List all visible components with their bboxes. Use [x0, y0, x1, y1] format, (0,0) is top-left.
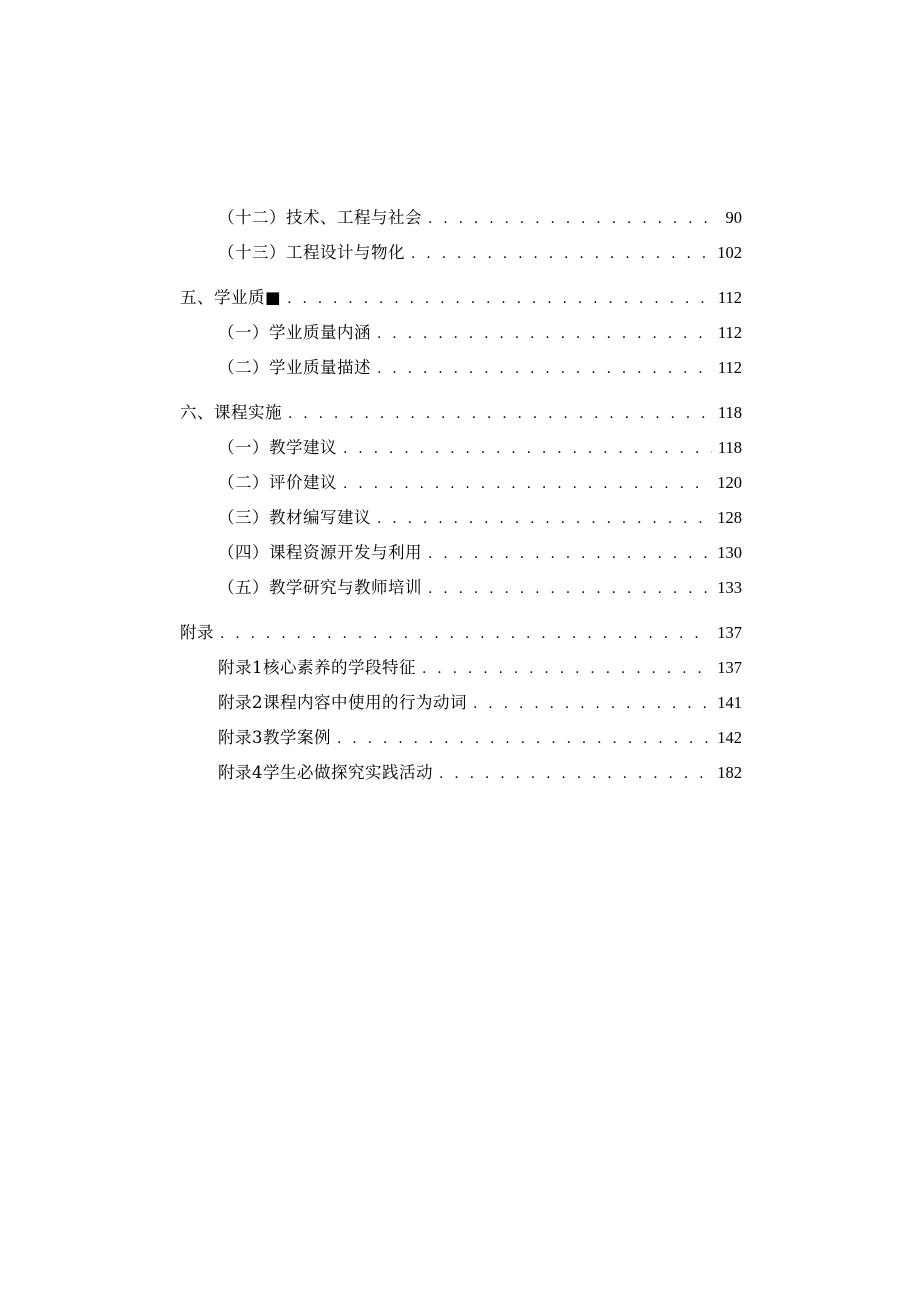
toc-dot-leader [411, 237, 711, 272]
toc-entry-title: （二）学业质量描述 [218, 358, 371, 377]
toc-entry-title: （一）学业质量内涵 [218, 323, 371, 342]
toc-entry[interactable] [180, 755, 742, 790]
toc-entry-title: 附录4学生必做探究实践活动 [218, 763, 433, 782]
toc-dot-leader [422, 652, 711, 687]
toc-entry[interactable] [180, 720, 742, 755]
toc-entry-title: 附录2课程内容中使用的行为动词 [218, 693, 467, 712]
toc-entry-title: 附录 [180, 623, 214, 642]
toc-dot-leader [377, 502, 711, 537]
toc-entry-title: 附录1核心素养的学段特征 [218, 658, 416, 677]
toc-entry-page: 112 [717, 288, 742, 307]
toc-dot-leader [337, 722, 711, 757]
toc-entry[interactable] [180, 315, 742, 350]
toc-dot-leader [343, 432, 712, 467]
toc-entry-page: 133 [717, 578, 742, 597]
toc-entry-page: 112 [717, 323, 742, 342]
toc-dot-leader [428, 572, 711, 607]
toc-entry[interactable] [180, 235, 742, 270]
toc-entry[interactable] [180, 570, 742, 605]
toc-entry-title: （四）课程资源开发与利用 [218, 543, 422, 562]
toc-entry-page: 112 [717, 358, 742, 377]
toc-chapter-entry[interactable] [180, 395, 742, 430]
toc-entry[interactable] [180, 650, 742, 685]
toc-dot-leader [287, 282, 712, 317]
toc-entry-page: 90 [725, 208, 742, 227]
toc-dot-leader [428, 202, 720, 237]
toc-dot-leader [439, 757, 711, 792]
toc-entry[interactable] [180, 500, 742, 535]
toc-entry[interactable] [180, 430, 742, 465]
toc-entry-title: 附录3教学案例 [218, 728, 331, 747]
toc-entry-title: （二）评价建议 [218, 473, 337, 492]
toc-entry-page: 102 [717, 243, 742, 262]
toc-entry-page: 128 [717, 508, 742, 527]
toc-entry-page: 130 [717, 543, 742, 562]
toc-dot-leader [428, 537, 711, 572]
toc-dot-leader [220, 617, 711, 652]
toc-entry[interactable] [180, 685, 742, 720]
toc-chapter-entry[interactable] [180, 280, 742, 315]
toc-entry-page: 137 [717, 623, 742, 642]
toc-dot-leader [377, 352, 712, 387]
toc-dot-leader [377, 317, 712, 352]
toc-entry-title: （十三）工程设计与物化 [218, 243, 405, 262]
toc-entry-title: 五、学业质■ [180, 288, 282, 307]
toc-entry-title: （五）教学研究与教师培训 [218, 578, 422, 597]
toc-entry-page: 141 [717, 693, 742, 712]
toc-entry-title: （一）教学建议 [218, 438, 337, 457]
toc-entry-page: 118 [717, 438, 742, 457]
toc-entry[interactable] [180, 200, 742, 235]
toc-entry-page: 182 [717, 763, 742, 782]
toc-chapter-entry[interactable] [180, 615, 742, 650]
toc-entry-page: 118 [717, 403, 742, 422]
toc-entry-title: 六、课程实施 [180, 403, 282, 422]
toc-entry-title: （三）教材编写建议 [218, 508, 371, 527]
toc-entry[interactable] [180, 350, 742, 385]
toc-dot-leader [343, 467, 711, 502]
toc-dot-leader [473, 687, 711, 722]
toc-entry[interactable] [180, 465, 742, 500]
toc-entry-page: 137 [717, 658, 742, 677]
toc-entry-page: 142 [717, 728, 742, 747]
toc-entry-page: 120 [717, 473, 742, 492]
toc-entry[interactable] [180, 535, 742, 570]
table-of-contents [180, 200, 742, 790]
toc-entry-title: （十二）技术、工程与社会 [218, 208, 422, 227]
toc-dot-leader [288, 397, 712, 432]
